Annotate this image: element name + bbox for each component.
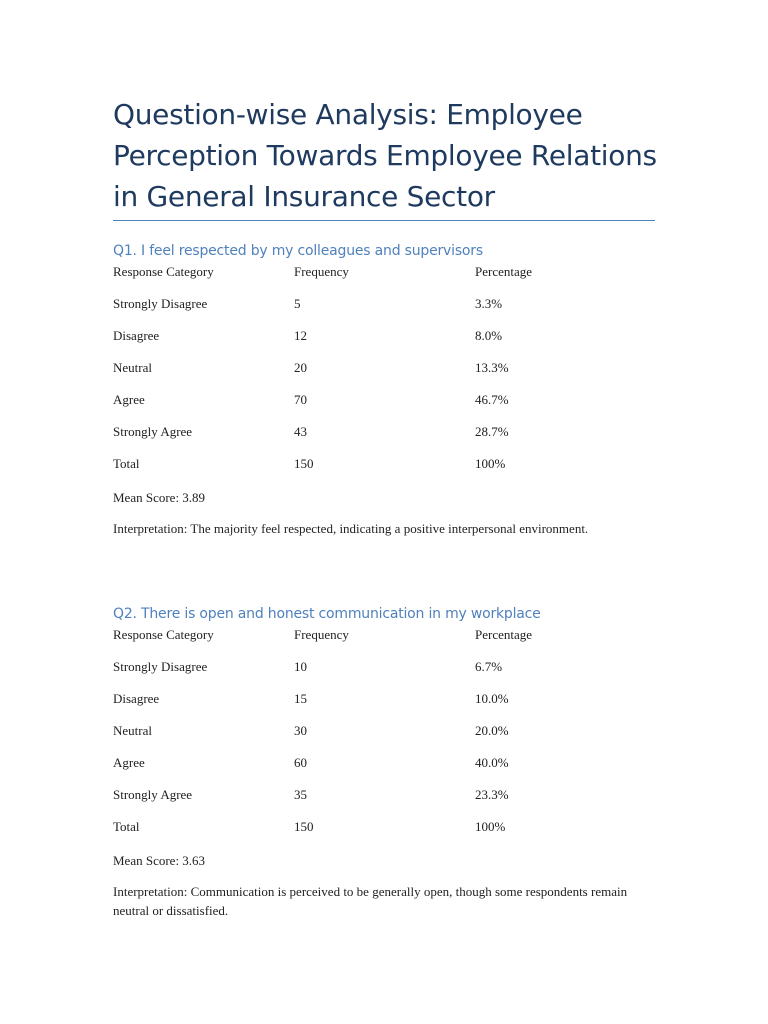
table-cell: 10 [294,659,307,674]
table-cell: 13.3% [475,360,509,375]
table-cell: Neutral [113,360,152,375]
table-cell: Strongly Agree [113,787,193,802]
table-cell: 100% [475,819,506,834]
question-section-2 [113,605,673,920]
question-section-1 [113,242,673,538]
table-cell: 70 [294,392,307,407]
title-divider [113,220,655,221]
table-cell: 23.3% [475,787,509,802]
table-cell: 15 [294,691,307,706]
table-cell: 8.0% [475,328,503,343]
question-heading: Q1. I feel respected by my colleagues and supervisors [113,243,483,259]
table-row [113,360,655,392]
table-row [113,328,655,360]
question-heading: Q2. There is open and honest communication in my workplace [113,606,541,622]
table-cell: 150 [294,456,314,471]
table-row [113,659,655,691]
table-cell: 5 [294,296,301,311]
table-row [113,787,655,819]
table-cell: Strongly Disagree [113,659,208,674]
table-cell: 6.7% [475,659,503,674]
table-cell: 43 [294,424,307,439]
table-cell: Agree [113,755,145,770]
document-title: Question-wise Analysis: Employee Perception Towards Employee Relations in General Insurance Sector [113,98,657,213]
column-header: Frequency [294,627,349,642]
table-cell: 28.7% [475,424,509,439]
table-cell: 150 [294,819,314,834]
table-cell: Strongly Disagree [113,296,208,311]
table-cell: Neutral [113,723,152,738]
table-row [113,755,655,787]
table-cell: Disagree [113,691,160,706]
table-cell: 20 [294,360,307,375]
table-cell: 60 [294,755,307,770]
table-row [113,723,655,755]
table-cell: 46.7% [475,392,509,407]
table-cell: 3.3% [475,296,503,311]
column-header: Percentage [475,627,533,642]
table-cell: Agree [113,392,145,407]
column-header: Percentage [475,264,533,279]
table-row-total [113,819,655,851]
mean-score: Mean Score: 3.63 [113,853,206,868]
response-table [113,264,655,488]
table-cell: 40.0% [475,755,509,770]
table-cell: 30 [294,723,307,738]
table-cell: Disagree [113,328,160,343]
column-header: Response Category [113,627,214,642]
interpretation-text: Interpretation: Communication is perceived to be generally open, though some respondents remain neutral or dissatisfied. [113,884,628,918]
table-cell: 12 [294,328,307,343]
table-cell: 35 [294,787,307,802]
table-cell: 10.0% [475,691,509,706]
table-row [113,424,655,456]
column-header: Frequency [294,264,349,279]
table-cell: Total [113,456,140,471]
table-cell: 20.0% [475,723,509,738]
mean-score: Mean Score: 3.89 [113,490,206,505]
table-header-row [113,627,655,659]
interpretation-text: Interpretation: The majority feel respected, indicating a positive interpersonal environment. [113,521,589,536]
table-row [113,296,655,328]
column-header: Response Category [113,264,214,279]
table-cell: 100% [475,456,506,471]
table-row-total [113,456,655,488]
table-row [113,691,655,723]
table-cell: Total [113,819,140,834]
table-cell: Strongly Agree [113,424,193,439]
response-table [113,627,655,851]
table-header-row [113,264,655,296]
table-row [113,392,655,424]
